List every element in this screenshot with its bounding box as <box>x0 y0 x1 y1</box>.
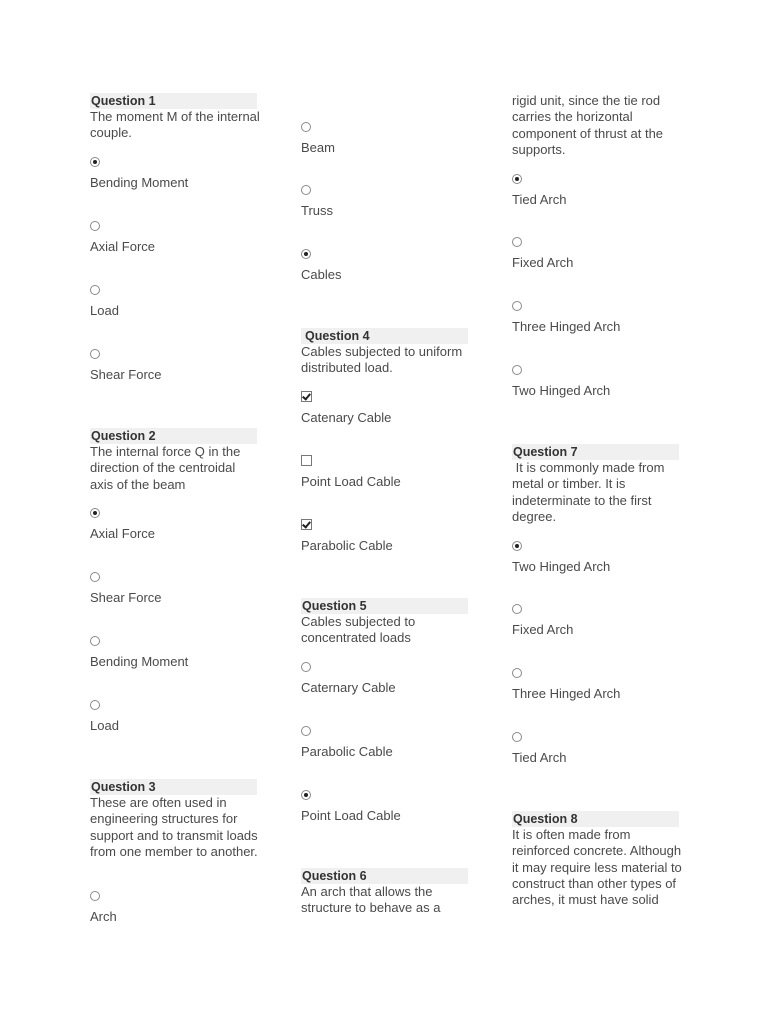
option-label: Catenary Cable <box>301 410 392 425</box>
option-label: Three Hinged Arch <box>512 319 621 334</box>
radio-button-selected[interactable] <box>90 508 100 518</box>
radio-button[interactable] <box>512 301 522 311</box>
radio-button[interactable] <box>512 668 522 678</box>
question-title: Question 5 <box>301 598 468 614</box>
q3-option-2[interactable] <box>301 122 471 156</box>
option-label: Caternary Cable <box>301 680 396 695</box>
q6-option-3[interactable] <box>512 301 682 335</box>
question-1 <box>90 93 260 142</box>
question-text: rigid unit, since the tie rod carries the horizontal component of thrust at the supports. <box>512 93 664 157</box>
radio-button[interactable] <box>90 221 100 231</box>
option-label: Tied Arch <box>512 192 567 207</box>
radio-button-selected[interactable] <box>512 541 522 551</box>
q3-option-1[interactable] <box>90 891 260 925</box>
question-6-continued <box>512 93 682 158</box>
option-label: Truss <box>301 203 334 218</box>
radio-button[interactable] <box>90 636 100 646</box>
q7-option-3[interactable] <box>512 668 682 702</box>
radio-button[interactable] <box>512 365 522 375</box>
q1-option-4[interactable] <box>90 349 260 383</box>
q2-option-1[interactable] <box>90 508 260 542</box>
q2-option-3[interactable] <box>90 636 260 670</box>
option-label: Point Load Cable <box>301 474 401 489</box>
question-text: The internal force Q in the direction of the centroidal axis of the beam <box>90 444 241 492</box>
radio-button[interactable] <box>90 891 100 901</box>
question-title: Question 7 <box>512 444 679 460</box>
question-title: Question 1 <box>90 93 257 109</box>
question-title: Question 2 <box>90 428 257 444</box>
option-label: Bending Moment <box>90 654 189 669</box>
question-title: Question 4 <box>301 328 468 344</box>
question-text: It is often made from reinforced concrete. Although it may require less material to construct than other types of arches, it must have solid <box>512 827 682 908</box>
option-label: Parabolic Cable <box>301 744 393 759</box>
question-4 <box>301 328 471 377</box>
option-label: Arch <box>90 909 117 924</box>
q3-option-4[interactable] <box>301 249 471 283</box>
radio-button-selected[interactable] <box>512 174 522 184</box>
q7-option-1[interactable] <box>512 541 682 575</box>
radio-button[interactable] <box>301 662 311 672</box>
question-7 <box>512 444 682 525</box>
option-label: Load <box>90 303 119 318</box>
q1-option-3[interactable] <box>90 285 260 319</box>
radio-button[interactable] <box>301 122 311 132</box>
q4-option-1[interactable] <box>301 391 471 426</box>
q2-option-2[interactable] <box>90 572 260 606</box>
q5-option-3[interactable] <box>301 790 471 824</box>
radio-button[interactable] <box>90 700 100 710</box>
radio-button[interactable] <box>90 285 100 295</box>
option-label: Parabolic Cable <box>301 538 393 553</box>
q1-option-1[interactable] <box>90 157 260 191</box>
question-text: The moment M of the internal couple. <box>90 109 260 141</box>
q1-option-2[interactable] <box>90 221 260 255</box>
radio-button-selected[interactable] <box>301 790 311 800</box>
radio-button[interactable] <box>90 572 100 582</box>
q7-option-2[interactable] <box>512 604 682 638</box>
checkbox-checked[interactable] <box>301 391 312 402</box>
option-label: Axial Force <box>90 239 156 254</box>
q6-option-4[interactable] <box>512 365 682 399</box>
q6-option-2[interactable] <box>512 237 682 271</box>
q4-option-2[interactable] <box>301 455 471 490</box>
radio-button[interactable] <box>512 732 522 742</box>
question-title: Question 3 <box>90 779 257 795</box>
radio-button-selected[interactable] <box>90 157 100 167</box>
radio-button[interactable] <box>512 237 522 247</box>
option-label: Fixed Arch <box>512 622 574 637</box>
option-label: Beam <box>301 140 335 155</box>
question-6 <box>301 868 471 917</box>
q4-option-3[interactable] <box>301 519 471 554</box>
option-label: Cables <box>301 267 342 282</box>
question-title: Question 8 <box>512 811 679 827</box>
option-label: Point Load Cable <box>301 808 401 823</box>
question-text: These are often used in engineering structures for support and to transmit loads from one member to another. <box>90 795 258 859</box>
question-5 <box>301 598 471 647</box>
radio-button[interactable] <box>301 726 311 736</box>
radio-button[interactable] <box>512 604 522 614</box>
question-title: Question 6 <box>301 868 468 884</box>
question-2 <box>90 428 260 493</box>
radio-button[interactable] <box>301 185 311 195</box>
radio-button-selected[interactable] <box>301 249 311 259</box>
option-label: Shear Force <box>90 590 162 605</box>
option-label: Three Hinged Arch <box>512 686 621 701</box>
option-label: Shear Force <box>90 367 162 382</box>
option-label: Two Hinged Arch <box>512 383 611 398</box>
option-label: Tied Arch <box>512 750 567 765</box>
q3-option-3[interactable] <box>301 185 471 219</box>
option-label: Two Hinged Arch <box>512 559 611 574</box>
option-label: Bending Moment <box>90 175 189 190</box>
question-text: Cables subjected to uniform distributed load. <box>301 344 463 376</box>
q7-option-4[interactable] <box>512 732 682 766</box>
question-text: An arch that allows the structure to behave as a <box>301 884 441 916</box>
question-text: Cables subjected to concentrated loads <box>301 614 416 646</box>
checkbox[interactable] <box>301 455 312 466</box>
option-label: Fixed Arch <box>512 255 574 270</box>
question-8 <box>512 811 682 908</box>
question-3 <box>90 779 260 860</box>
question-text: It is commonly made from metal or timber. It is indeterminate to the first degree. <box>512 460 669 524</box>
q5-option-2[interactable] <box>301 726 471 760</box>
q2-option-4[interactable] <box>90 700 260 734</box>
option-label: Load <box>90 718 119 733</box>
checkbox-checked[interactable] <box>301 519 312 530</box>
radio-button[interactable] <box>90 349 100 359</box>
q5-option-1[interactable] <box>301 662 471 696</box>
option-label: Axial Force <box>90 526 156 541</box>
q6-option-1[interactable] <box>512 174 682 208</box>
